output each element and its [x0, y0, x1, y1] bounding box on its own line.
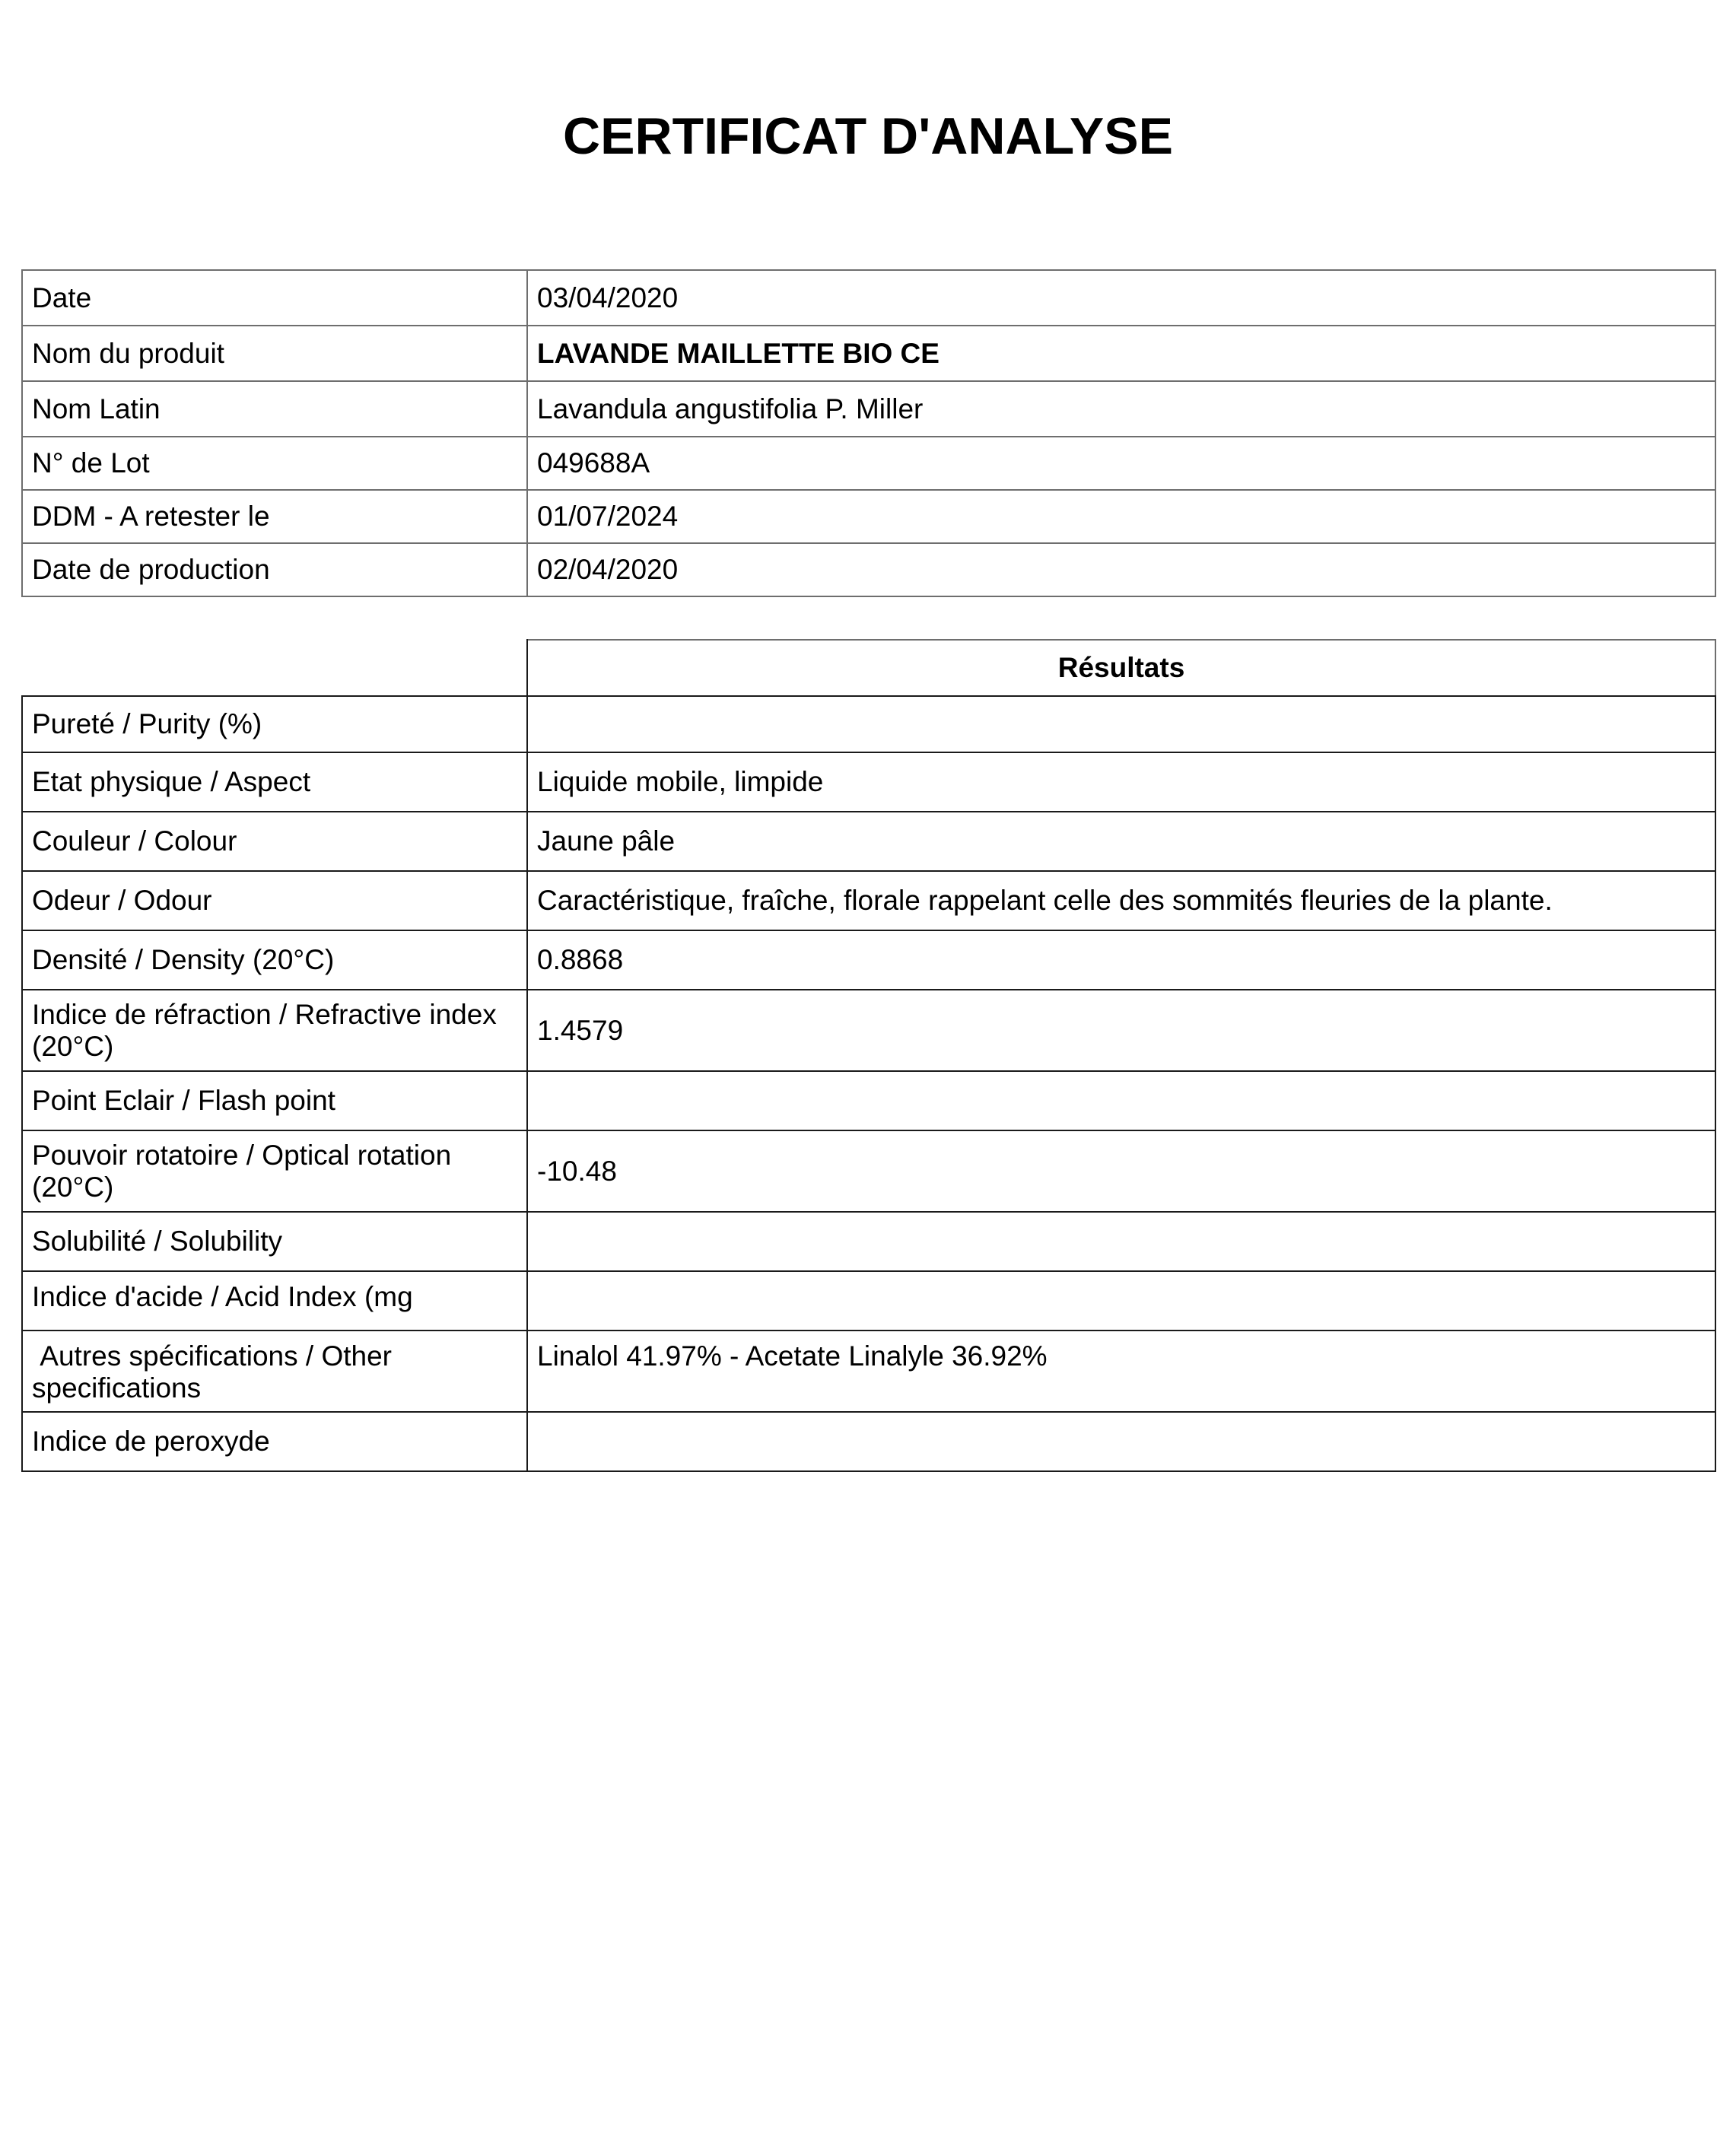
- label-peroxide-index: Indice de peroxyde: [22, 1412, 527, 1471]
- value-solubility: [527, 1212, 1715, 1271]
- value-aspect: Liquide mobile, limpide: [527, 752, 1715, 812]
- label-colour: Couleur / Colour: [22, 812, 527, 871]
- value-peroxide-index: [527, 1412, 1715, 1471]
- value-density: 0.8868: [527, 930, 1715, 990]
- label-date: Date: [22, 270, 527, 326]
- table-row: [22, 1130, 1715, 1212]
- table-row: [22, 543, 1715, 596]
- value-odour: Caractéristique, fraîche, florale rappelant celle des sommités fleuries de la plante.: [527, 871, 1715, 930]
- table-row: [22, 696, 1715, 752]
- label-latin-name: Nom Latin: [22, 381, 527, 437]
- value-production-date: 02/04/2020: [527, 543, 1715, 596]
- table-row: [22, 871, 1715, 930]
- value-flash-point: [527, 1071, 1715, 1130]
- table-row: [22, 1331, 1715, 1412]
- label-flash-point: Point Eclair / Flash point: [22, 1071, 527, 1130]
- table-row: [22, 437, 1715, 490]
- table-row: [22, 326, 1715, 381]
- value-refractive-index: 1.4579: [527, 990, 1715, 1071]
- label-density: Densité / Density (20°C): [22, 930, 527, 990]
- value-lot-number: 049688A: [527, 437, 1715, 490]
- table-row: [22, 1271, 1715, 1331]
- label-production-date: Date de production: [22, 543, 527, 596]
- label-aspect: Etat physique / Aspect: [22, 752, 527, 812]
- results-header-row: [22, 640, 1715, 696]
- results-column-header: Résultats: [527, 640, 1715, 696]
- value-retest-date: 01/07/2024: [527, 490, 1715, 543]
- table-row: [22, 381, 1715, 437]
- results-table: [21, 639, 1716, 1472]
- empty-header-cell: [22, 640, 527, 696]
- value-product-name: LAVANDE MAILLETTE BIO CE: [527, 326, 1715, 381]
- value-other-specifications: Linalol 41.97% - Acetate Linalyle 36.92%: [527, 1331, 1715, 1412]
- value-date: 03/04/2020: [527, 270, 1715, 326]
- document-title: CERTIFICAT D'ANALYSE: [563, 107, 1173, 165]
- label-other-specifications: Autres spécifications / Other specifications: [22, 1331, 527, 1412]
- value-acid-index: [527, 1271, 1715, 1331]
- label-optical-rotation: Pouvoir rotatoire / Optical rotation (20°C): [22, 1130, 527, 1212]
- label-acid-index: Indice d'acide / Acid Index (mg: [22, 1271, 527, 1331]
- table-row: [22, 1071, 1715, 1130]
- value-purity: [527, 696, 1715, 752]
- value-colour: Jaune pâle: [527, 812, 1715, 871]
- table-row: [22, 752, 1715, 812]
- value-latin-name: Lavandula angustifolia P. Miller: [527, 381, 1715, 437]
- label-solubility: Solubilité / Solubility: [22, 1212, 527, 1271]
- value-optical-rotation: -10.48: [527, 1130, 1715, 1212]
- label-lot-number: N° de Lot: [22, 437, 527, 490]
- table-row: [22, 1212, 1715, 1271]
- product-info-table: [21, 269, 1716, 597]
- table-row: [22, 270, 1715, 326]
- table-row: [22, 990, 1715, 1071]
- label-refractive-index: Indice de réfraction / Refractive index (20°C): [22, 990, 527, 1071]
- label-retest-date: DDM - A retester le: [22, 490, 527, 543]
- table-row: [22, 490, 1715, 543]
- table-row: [22, 930, 1715, 990]
- label-product-name: Nom du produit: [22, 326, 527, 381]
- label-odour: Odeur / Odour: [22, 871, 527, 930]
- label-purity: Pureté / Purity (%): [22, 696, 527, 752]
- table-row: [22, 812, 1715, 871]
- table-row: [22, 1412, 1715, 1471]
